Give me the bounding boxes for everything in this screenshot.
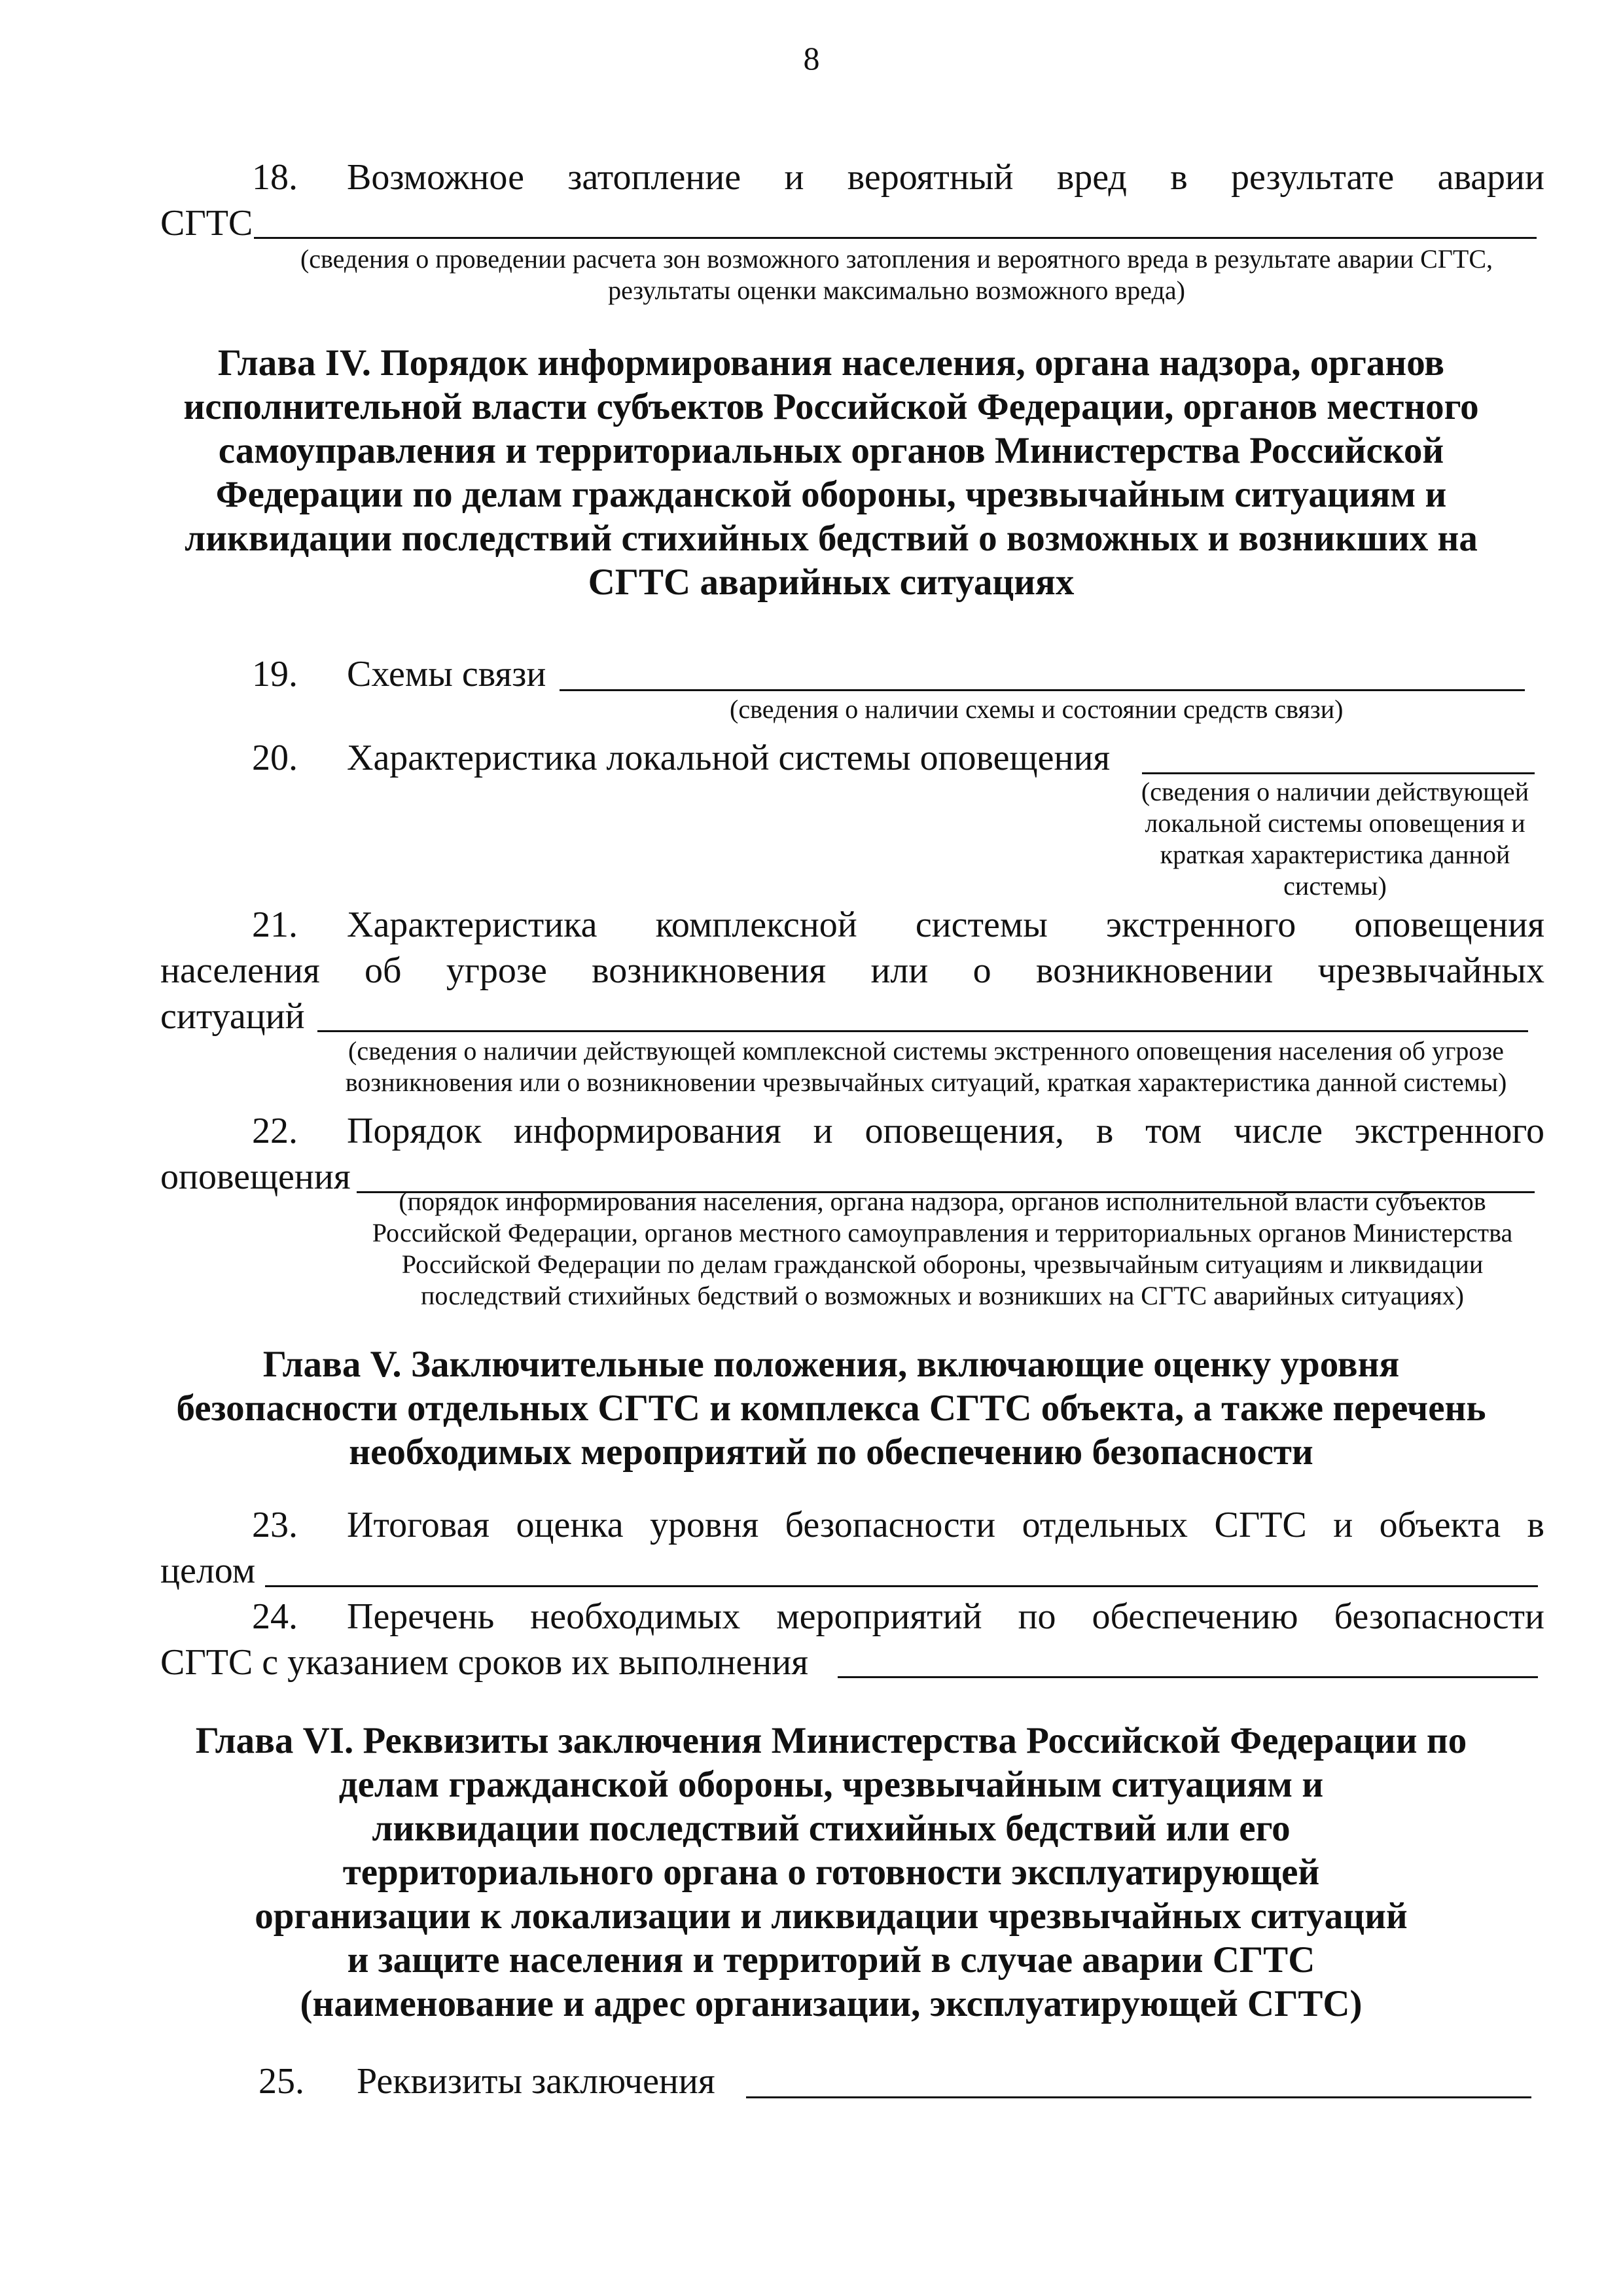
item-21-line1: Характеристика комплексной системы экстренного оповещения: [347, 905, 1544, 945]
item-20-caption-3: краткая характеристика данной: [1160, 840, 1510, 869]
item-22-number: 22.: [252, 1111, 298, 1151]
item-25-text: Реквизиты заключения: [357, 2061, 715, 2102]
item-24-line1: Перечень необходимых мероприятий по обеспечению безопасности: [347, 1596, 1544, 1637]
chapter-5-heading-line-3: необходимых мероприятий по обеспечению безопасности: [349, 1431, 1313, 1473]
item-23-line2: целом: [160, 1551, 256, 1591]
item-22-caption-3: Российской Федерации по делам гражданской обороны, чрезвычайным ситуациям и ликвидации: [401, 1249, 1484, 1279]
item-18-caption-2: результаты оценки максимально возможного вреда): [608, 276, 1185, 305]
item-20-caption-1: (сведения о наличии действующей: [1141, 777, 1529, 806]
chapter-4-heading-line-1: Глава IV. Порядок информирования населения, органа надзора, органов: [217, 342, 1445, 384]
item-21-line2: населения об угрозе возникновения или о возникновении чрезвычайных: [160, 950, 1544, 991]
chapter-6-heading-line-6: и защите населения и территорий в случае аварии СГТС: [347, 1939, 1315, 1981]
item-22-caption-4: последствий стихийных бедствий о возможных и возникших на СГТС аварийных ситуациях): [421, 1281, 1464, 1310]
item-18-line1: Возможное затопление и вероятный вред в результате аварии: [347, 157, 1544, 198]
item-20-caption-2: локальной системы оповещения и: [1145, 808, 1525, 838]
item-24-fill-line[interactable]: [838, 1676, 1538, 1678]
item-22-line1: Порядок информирования и оповещения, в том числе экстренного: [347, 1111, 1544, 1151]
item-22-line2: оповещения: [160, 1157, 351, 1197]
chapter-6-heading-line-1: Глава VI. Реквизиты заключения Министерства Российской Федерации по: [195, 1720, 1467, 1761]
chapter-6-heading-line-2: делам гражданской обороны, чрезвычайным ситуациям и: [338, 1764, 1324, 1805]
chapter-6-heading-line-5: организации к локализации и ликвидации чрезвычайных ситуаций: [255, 1895, 1408, 1937]
chapter-5-heading-line-2: безопасности отдельных СГТС и комплекса СГТС объекта, а также перечень: [176, 1388, 1486, 1429]
item-22-caption-1: (порядок информирования населения, органа надзора, органов исполнительной власти субъектов: [399, 1187, 1486, 1216]
chapter-4-heading-line-5: ликвидации последствий стихийных бедствий о возможных и возникших на: [185, 518, 1478, 559]
item-22-caption-2: Российской Федерации, органов местного самоуправления и территориальных органов Министерства: [372, 1218, 1513, 1247]
chapter-4-heading-line-2: исполнительной власти субъектов Российской Федерации, органов местного: [183, 386, 1479, 427]
item-21-fill-line[interactable]: [317, 1030, 1528, 1032]
item-23-line1: Итоговая оценка уровня безопасности отдельных СГТС и объекта в: [347, 1505, 1544, 1545]
item-24-line2: СГТС с указанием сроков их выполнения: [160, 1642, 808, 1683]
item-19-caption: (сведения о наличии схемы и состоянии средств связи): [730, 694, 1344, 724]
item-20-text: Характеристика локальной системы оповещения: [347, 738, 1111, 778]
item-21-line3: ситуаций: [160, 996, 305, 1037]
item-23-number: 23.: [252, 1505, 298, 1545]
item-19-fill-line[interactable]: [560, 689, 1525, 691]
item-25-fill-line[interactable]: [746, 2096, 1531, 2098]
item-23-fill-line[interactable]: [265, 1585, 1538, 1587]
item-18-caption-1: (сведения о проведении расчета зон возможного затопления и вероятного вреда в результате аварии СГТС,: [300, 244, 1493, 274]
chapter-4-heading-line-4: Федерации по делам гражданской обороны, чрезвычайным ситуациям и: [215, 474, 1447, 515]
item-25-number: 25.: [259, 2061, 304, 2102]
item-19-number: 19.: [252, 654, 298, 694]
item-21-number: 21.: [252, 905, 298, 945]
item-20-fill-line[interactable]: [1142, 772, 1535, 774]
chapter-6-heading-line-3: ликвидации последствий стихийных бедствий или его: [372, 1808, 1291, 1849]
page-number: 8: [803, 40, 820, 77]
chapter-5-heading-line-1: Глава V. Заключительные положения, включающие оценку уровня: [262, 1344, 1400, 1385]
item-20-caption-4: системы): [1283, 871, 1387, 901]
item-20-number: 20.: [252, 738, 298, 778]
item-18-line2: СГТС: [160, 203, 253, 243]
item-24-number: 24.: [252, 1596, 298, 1637]
item-19-text: Схемы связи: [347, 654, 546, 694]
item-18-number: 18.: [252, 157, 298, 198]
item-18-fill-line[interactable]: [254, 237, 1537, 239]
chapter-6-heading-line-4: территориального органа о готовности эксплуатирующей: [342, 1852, 1320, 1893]
item-21-caption-2: возникновения или о возникновении чрезвычайных ситуаций, краткая характеристика данной системы): [345, 1067, 1507, 1097]
item-21-caption-1: (сведения о наличии действующей комплексной системы экстренного оповещения населения об угрозе: [348, 1036, 1504, 1066]
chapter-4-heading-line-6: СГТС аварийных ситуациях: [588, 562, 1075, 603]
chapter-6-heading-line-7: (наименование и адрес организации, эксплуатирующей СГТС): [300, 1983, 1363, 2024]
chapter-4-heading-line-3: самоуправления и территориальных органов Министерства Российской: [218, 430, 1444, 471]
